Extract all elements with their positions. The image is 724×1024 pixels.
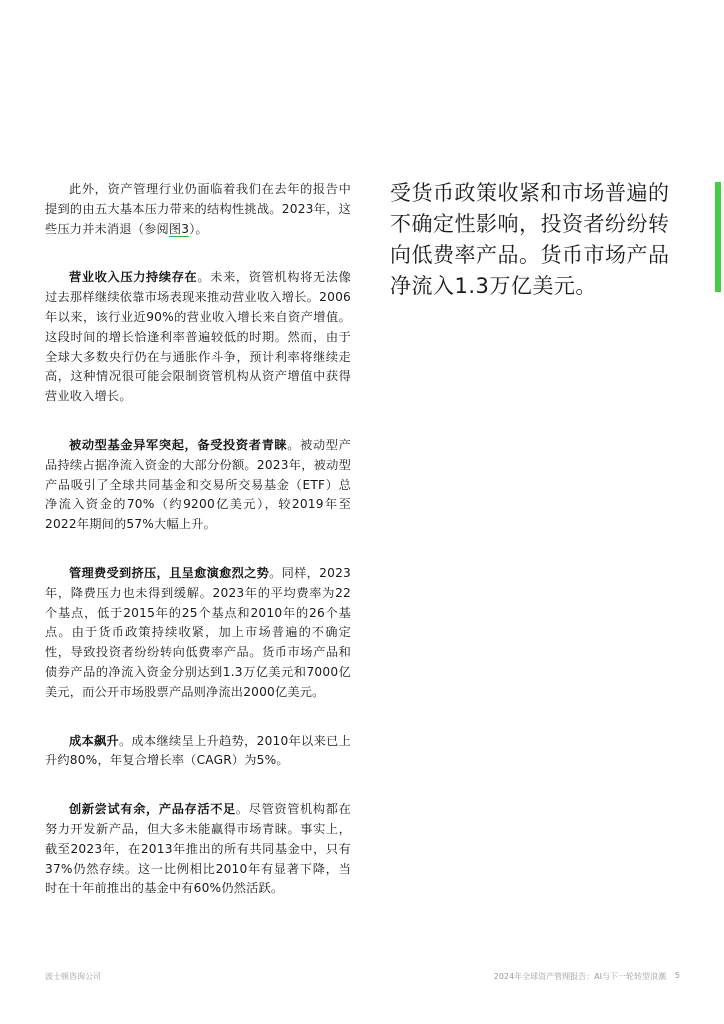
paragraph-fee-squeeze xyxy=(45,564,351,703)
footer-report-title: 2024年全球资产管理报告：AI与下一轮转型浪潮 xyxy=(493,972,666,981)
paragraph-intro xyxy=(45,180,351,239)
figure-3-link[interactable]: 图3 xyxy=(168,221,190,236)
paragraph-text: 。未来，资管机构将无法像过去那样继续依靠市场表现来推动营业收入增长。2006年以来，该行业近90%的营业收入增长来自资产增值。这段时间的增长恰逢利率普遍较低的时期。然而，由于全球大多数央行仍在与通胀作斗争，预计利率将继续走高，这种情况很可能会限制资管机构从资产增值中获得营业收入增长。 xyxy=(45,270,352,404)
paragraph-text: 。尽管资管机构都在努力开发新产品，但大多未能赢得市场青睐。事实上，截至2023年，在2013年推出的所有共同基金中，只有37%仍然存续。这一比例相比2010年有显著下降，当时在十年前推出的基金中有60%仍然活跃。 xyxy=(45,802,351,896)
accent-bar xyxy=(715,182,721,292)
paragraph-heading: 创新尝试有余，产品存活不足 xyxy=(69,802,236,817)
paragraph-text: 。同样，2023年，降费压力也未得到缓解。2023年的平均费率为22个基点，低于2015年的25个基点和2010年的26个基点。由于货币政策持续收紧，加上市场普遍的不确定性，导致投资者纷纷转向低费率产品。货币市场产品和债券产品的净流入资金分别达到1.3万亿美元和7000亿美元，而公开市场股票产品则净流出2000亿美元。 xyxy=(45,565,351,699)
paragraph-revenue-pressure xyxy=(45,268,351,407)
pull-quote: 受货币政策收紧和市场普遍的不确定性影响，投资者纷纷转向低费率产品。货币市场产品净流入1.3万亿美元。 xyxy=(390,181,670,298)
footer-publisher: 波士顿咨询公司 xyxy=(45,972,101,981)
paragraph-heading: 管理费受到挤压，且呈愈演愈烈之势 xyxy=(69,565,270,580)
paragraph-text: 。成本继续呈上升趋势，2010年以来已上升约80%，年复合增长率（CAGR）为5%。 xyxy=(45,733,351,768)
paragraph-passive-funds xyxy=(45,436,351,535)
body-column xyxy=(45,180,351,928)
paragraph-text: ）。 xyxy=(189,221,208,236)
paragraph-heading: 被动型基金异军突起，备受投资者青睐 xyxy=(69,437,288,452)
paragraph-heading: 营业收入压力持续存在 xyxy=(69,270,198,285)
paragraph-cost-surge xyxy=(45,732,351,772)
page-number: 5 xyxy=(674,971,680,980)
paragraph-text: 此外，资产管理行业仍面临着我们在去年的报告中提到的由五大基本压力带来的结构性挑战。2023年，这些压力并未消退（参阅 xyxy=(45,182,351,236)
paragraph-text: 。被动型产品持续占据净流入资金的大部分份额。2023年，被动型产品吸引了全球共同基金和交易所交易基金（ETF）总净流入资金的70%（约9200亿美元），较2019年至2022年期间的57%大幅上升。 xyxy=(45,437,352,532)
paragraph-heading: 成本飙升 xyxy=(69,733,120,748)
footer xyxy=(45,971,680,983)
paragraph-innovation xyxy=(45,800,351,899)
